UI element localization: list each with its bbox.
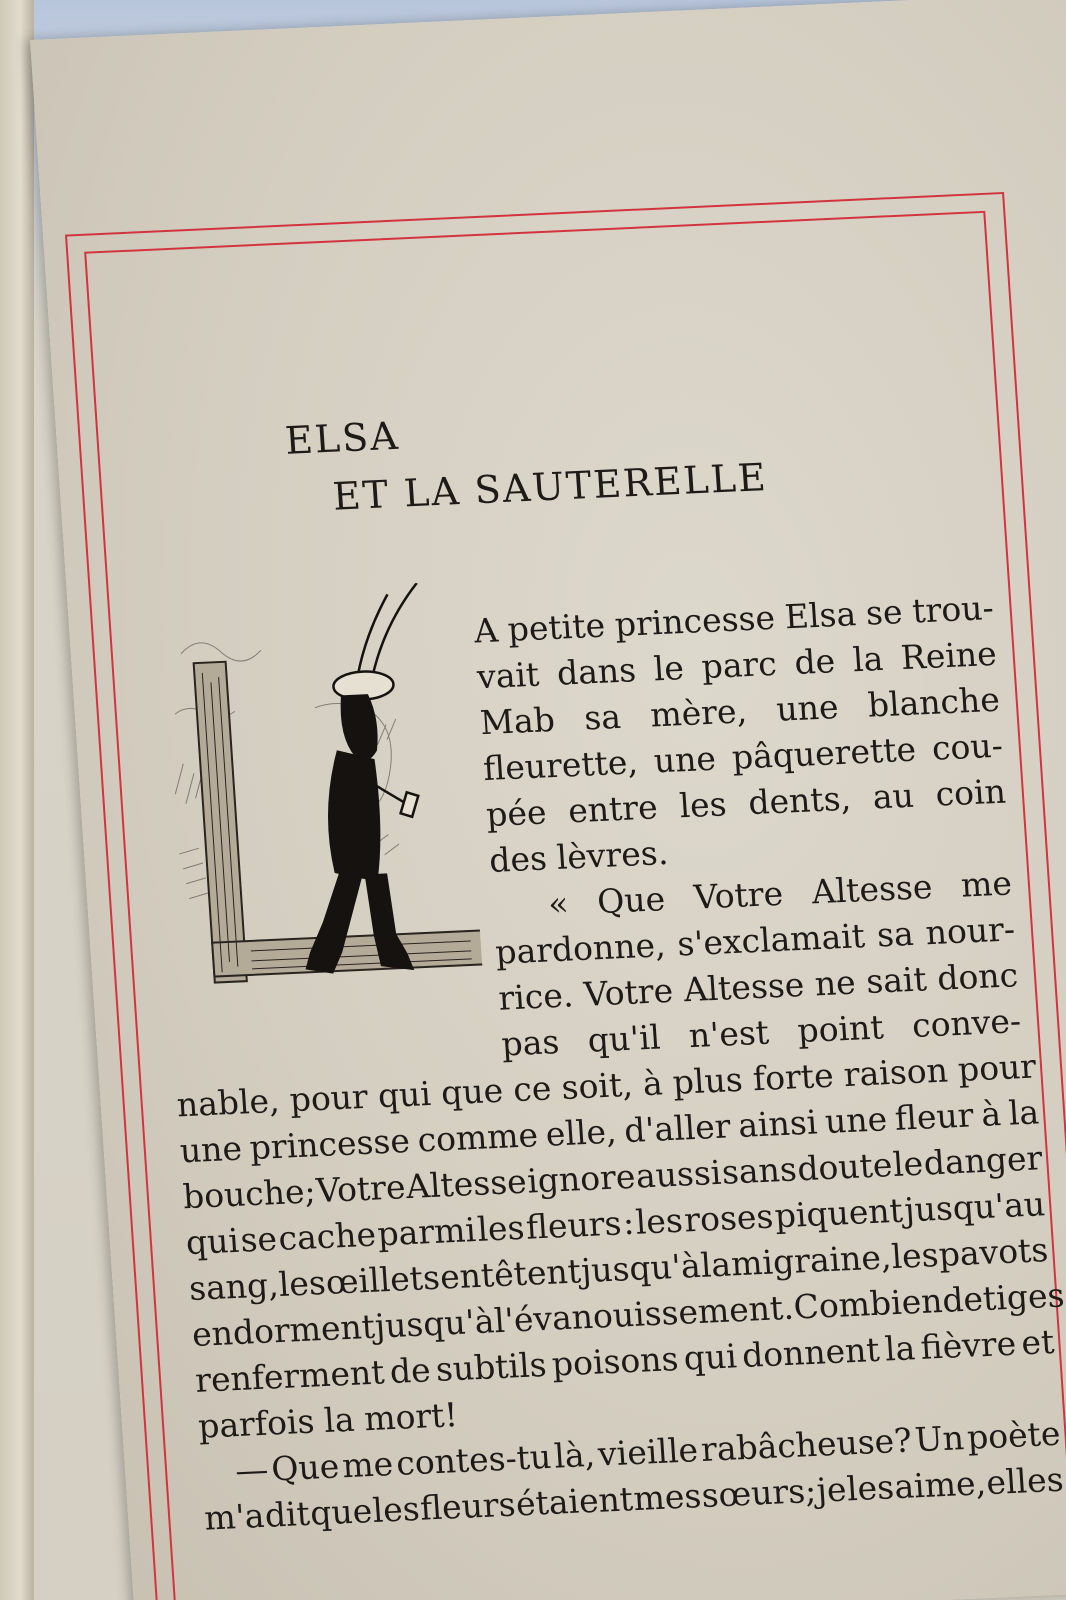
word: les (634, 1200, 684, 1242)
word: de (941, 1279, 985, 1320)
word: fleurette, (481, 742, 639, 789)
word: nour- (924, 909, 1017, 953)
word: et (1020, 1321, 1056, 1363)
word: se (239, 1219, 279, 1260)
word: se (864, 592, 904, 633)
word: Altesse (810, 866, 934, 912)
word: le (652, 648, 686, 689)
word: une (178, 1128, 244, 1171)
word: mort! (362, 1395, 459, 1439)
word: ne (813, 962, 857, 1004)
word: forte (751, 1055, 835, 1099)
word: le (891, 1143, 925, 1184)
word: me (959, 863, 1014, 905)
word: parmi (376, 1210, 478, 1254)
word: bouche; (181, 1171, 317, 1217)
word: les (890, 1235, 940, 1277)
word: comme (416, 1115, 540, 1160)
word: pavots (937, 1230, 1050, 1274)
word: de (388, 1350, 432, 1392)
word: poisons (550, 1338, 680, 1384)
word: une (775, 687, 840, 729)
word: A (472, 610, 500, 651)
word: une (823, 1099, 889, 1142)
chapter-title-line-1: ELSA (283, 413, 401, 463)
word: d'aller (622, 1106, 732, 1151)
word: les (371, 1488, 421, 1530)
word: n'est (687, 1012, 771, 1056)
word: l'évanouissement. (492, 1287, 795, 1341)
word: jusqu'à (579, 1245, 702, 1291)
word: « (546, 883, 570, 924)
word: Que (595, 879, 667, 922)
word: poète (965, 1413, 1062, 1457)
word: Un (913, 1418, 966, 1460)
word: migraine, (729, 1237, 893, 1284)
word: nable, (175, 1080, 281, 1125)
word: Votre (314, 1167, 407, 1211)
word: Combien (792, 1280, 944, 1327)
word: mes (632, 1476, 703, 1519)
word: Altesse (682, 964, 806, 1010)
word: fleurs (418, 1484, 517, 1528)
word: à (641, 1063, 664, 1104)
word: dit (263, 1493, 312, 1535)
word: sa (582, 696, 623, 738)
word: cache (277, 1214, 378, 1258)
word: entre (566, 787, 659, 831)
word: cou- (930, 725, 1004, 768)
word: : (621, 1202, 636, 1243)
word: mère, (649, 691, 749, 735)
word: les (678, 784, 728, 826)
word: dents, (747, 778, 853, 823)
word: elle, (544, 1111, 618, 1154)
word: petite (506, 605, 607, 649)
word: raison (842, 1050, 949, 1095)
word: vait (475, 654, 541, 697)
word: Votre (582, 970, 675, 1014)
word: jusqu'au (903, 1184, 1047, 1230)
word: tiges (981, 1275, 1066, 1319)
word: ce (511, 1068, 553, 1110)
word: la (1007, 1092, 1041, 1133)
word: à (979, 1094, 1003, 1134)
word: fièvre (919, 1323, 1018, 1367)
word: danger (922, 1138, 1044, 1183)
word: coin (934, 771, 1007, 814)
word: fleurs (524, 1203, 623, 1247)
dropcap-illustration (157, 581, 484, 1004)
word: là, (552, 1434, 597, 1476)
chapter-title-line-2: ET LA SAUTERELLE (331, 455, 769, 519)
word: œillets (324, 1257, 442, 1302)
word: sait (864, 959, 928, 1001)
word: pardonne, (494, 925, 667, 972)
word: ignore (525, 1156, 637, 1201)
word: au (871, 775, 915, 817)
word: soit, (560, 1064, 634, 1107)
word: Votre (692, 873, 785, 917)
word: endorment (190, 1306, 377, 1354)
word: point (796, 1007, 885, 1051)
word: parfois (196, 1401, 316, 1446)
word: Elsa (783, 594, 858, 637)
word: sa (875, 913, 915, 955)
word: plus (671, 1059, 744, 1102)
word: sans (720, 1149, 798, 1192)
word: piquent (773, 1190, 905, 1236)
word: subtils (434, 1344, 548, 1389)
word: qu'il (586, 1017, 662, 1060)
word: la (851, 638, 885, 680)
left-page-edge (0, 0, 34, 1600)
word: contes-tu (394, 1436, 553, 1483)
word: des (488, 838, 549, 880)
word: sang, (187, 1265, 280, 1309)
word: Altesse (404, 1161, 528, 1207)
word: la (883, 1328, 917, 1369)
word: ainsi (736, 1102, 819, 1145)
word: qui (376, 1073, 433, 1116)
word: conve- (910, 1001, 1023, 1045)
word: une (652, 738, 718, 781)
word: la (322, 1399, 356, 1441)
word: s'exclamait (676, 916, 867, 964)
word: aussi (634, 1152, 723, 1196)
word: — (233, 1449, 270, 1491)
word: de (793, 641, 837, 682)
word: étaient (514, 1479, 635, 1524)
word: rice. (497, 975, 575, 1018)
word: me (340, 1444, 395, 1486)
word: dans (555, 650, 638, 693)
word: aime, (893, 1463, 988, 1507)
word: donc (935, 955, 1020, 998)
word: trou- (910, 587, 995, 631)
word: princesse (613, 597, 777, 645)
word: renferment (193, 1352, 386, 1400)
word: Mab (478, 699, 556, 743)
word: rabâcheuse? (699, 1420, 914, 1469)
word: vieille (596, 1430, 700, 1474)
word: les (476, 1207, 526, 1249)
word: entêtent (438, 1251, 583, 1297)
word: roses (682, 1196, 775, 1240)
word: que (308, 1491, 374, 1533)
word: parc (700, 643, 778, 687)
word: pâquerette (730, 729, 918, 777)
word: je (815, 1469, 848, 1510)
word: qui (682, 1336, 738, 1378)
word: la (699, 1244, 733, 1285)
figure-drawing (282, 583, 442, 973)
word: pour (288, 1076, 369, 1120)
word: les (845, 1467, 896, 1509)
word: doute (796, 1145, 894, 1189)
word: les (277, 1262, 327, 1304)
word: pas (500, 1022, 561, 1064)
word: sœurs; (700, 1470, 818, 1515)
word: pour (956, 1046, 1038, 1089)
word: princesse (248, 1120, 412, 1168)
word: pée (484, 792, 548, 835)
word: qui (184, 1220, 241, 1263)
word: donnent (740, 1329, 881, 1376)
word: m'a (203, 1495, 266, 1538)
word: lèvres. (555, 832, 670, 877)
word: Reine (899, 633, 998, 678)
word: fleur (893, 1095, 975, 1138)
word: blanche (866, 679, 1001, 725)
word: elles (985, 1459, 1065, 1503)
book-page (30, 0, 1066, 1600)
word: que (439, 1070, 505, 1113)
word: jusqu'à (373, 1301, 496, 1346)
word: Que (270, 1446, 341, 1489)
